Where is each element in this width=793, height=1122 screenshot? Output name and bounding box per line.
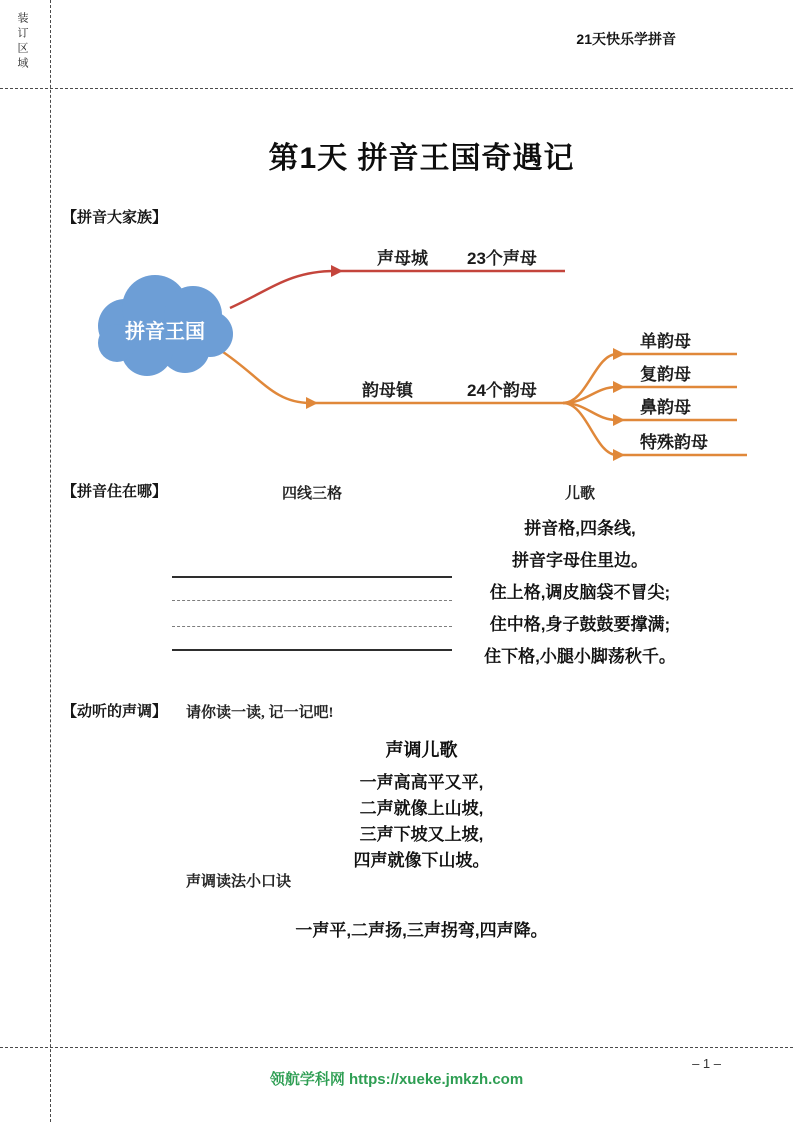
yunmu-town-label: 韵母镇 [362,381,413,400]
shengmu-city-label: 声母城 [377,249,428,268]
home-rhyme-line: 拼音格,四条线, [524,519,636,538]
shengmu-count-label: 23个声母 [467,249,537,268]
tone-rhyme-line: 一声高高平又平, [359,773,484,792]
yunmu-child-compound: 复韵母 [640,365,691,384]
tone-tip-line: 一声平,二声扬,三声拐弯,四声降。 [295,921,548,940]
binding-area-label: 装订区域 [16,12,28,72]
tones-prompt: 请你读一读, 记一记吧! [186,705,334,721]
tone-tip-label: 声调读法小口诀 [186,874,292,890]
yunmu-child-simple: 单韵母 [640,332,691,351]
shengmu-branch-line [230,271,565,308]
tone-rhyme-line: 二声就像上山坡, [359,799,484,818]
nursery-rhyme-label: 儿歌 [564,486,595,502]
grid-line-bottom [172,649,452,651]
yunmu-child-special: 特殊韵母 [640,433,708,452]
home-rhyme-block [425,513,735,673]
binding-top-dashed-line [0,88,793,89]
pinyin-kingdom-mindmap [55,228,755,473]
yunmu-count-label: 24个韵母 [467,381,537,400]
tone-rhyme-line: 四声就像下山坡。 [353,851,490,870]
home-rhyme-line: 住下格,小腿小脚荡秋千。 [484,647,676,666]
yunmu-child-nasal: 鼻韵母 [640,398,691,417]
mindmap-root-label: 拼音王国 [125,321,205,343]
tone-rhyme-block [50,738,793,874]
four-line-three-grid [172,576,452,652]
home-rhyme-line: 住上格,调皮脑袋不冒尖; [489,583,671,602]
page-number: – 1 – [692,1056,721,1071]
tone-rhyme-line: 三声下坡又上坡, [359,825,484,844]
shengmu-branch-arrow-icon [331,265,343,277]
section-heading-family: 【拼音大家族】 [62,210,168,226]
grid-line-top [172,576,452,578]
footer-dashed-line [0,1047,793,1048]
grid-line-upper-dashed [172,600,452,601]
section-heading-tones: 【动听的声调】 [62,704,168,720]
four-line-grid-label: 四线三格 [281,486,342,502]
footer-watermark: 领航学科网 https://xueke.jmkzh.com [269,1071,524,1088]
home-rhyme-line: 拼音字母住里边。 [512,551,648,570]
section-heading-home: 【拼音住在哪】 [62,484,168,500]
tone-rhyme-title: 声调儿歌 [385,740,458,760]
page-title: 第1天 拼音王国奇遇记 [268,142,575,175]
header-book-title: 21天快乐学拼音 [576,31,676,47]
grid-line-lower-dashed [172,626,452,627]
home-rhyme-line: 住中格,身子鼓鼓要撑满; [489,615,671,634]
